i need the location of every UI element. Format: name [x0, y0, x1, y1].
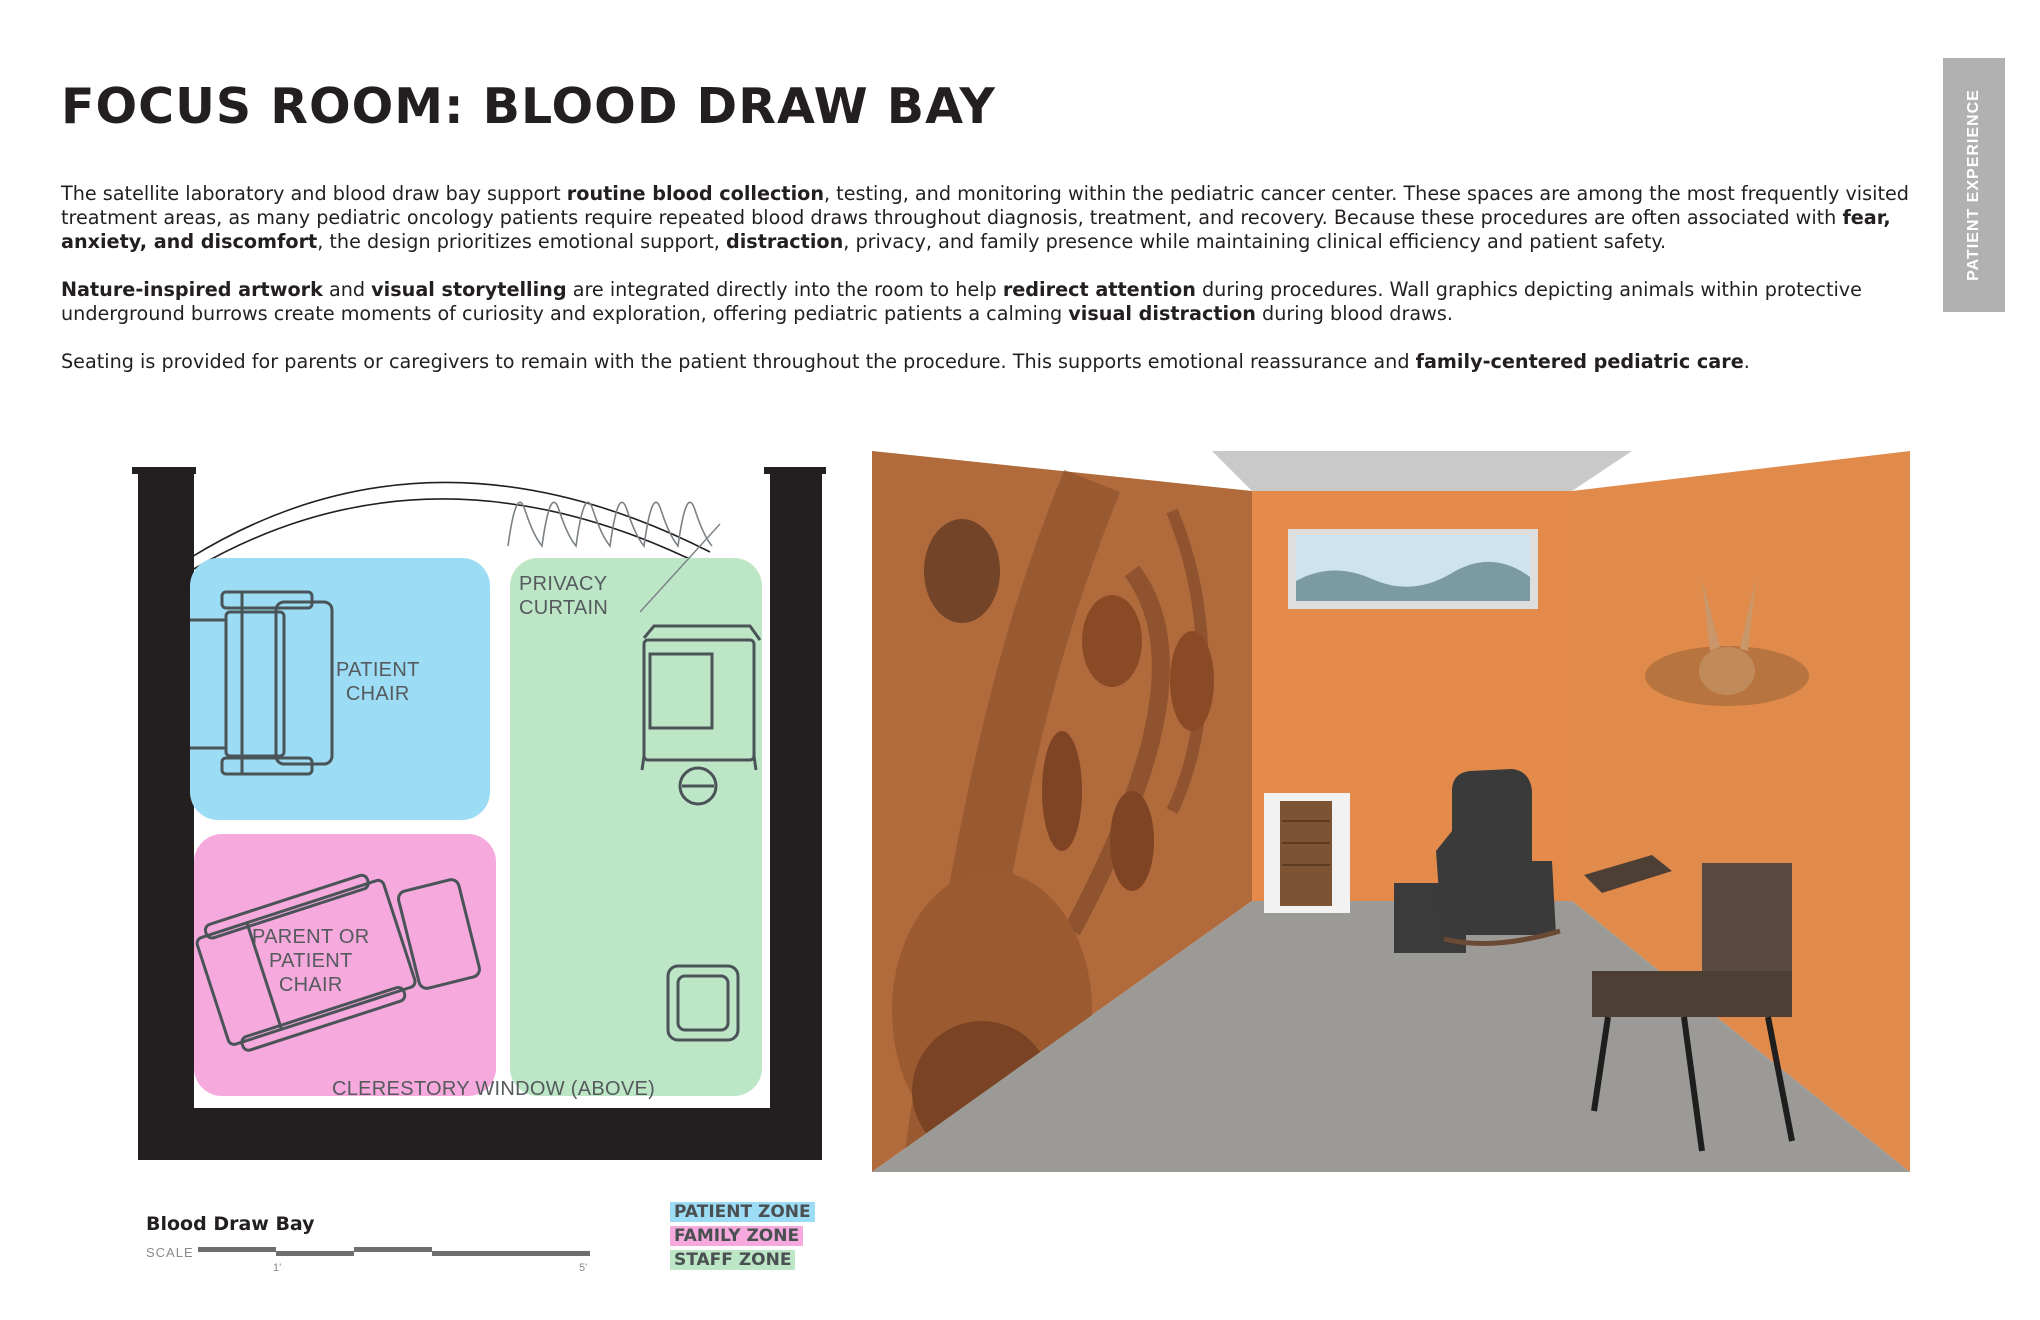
- clerestory-window-label: CLERESTORY WINDOW (ABOVE): [332, 1078, 656, 1100]
- scale-tick-5: 5': [579, 1262, 588, 1274]
- scale-label: SCALE: [146, 1245, 194, 1260]
- intro-text: [61, 182, 1921, 398]
- parent-chair-label: PARENT OR PATIENT CHAIR: [252, 926, 370, 996]
- floor-plan-diagram: [130, 440, 840, 1180]
- intro-paragraph-3: Seating is provided for parents or caregivers to remain with the patient throughout the procedure. This supports emotional reassurance and family-centered pediatric care.: [61, 350, 1750, 373]
- room-rendering-image: [872, 451, 1910, 1172]
- page-title: FOCUS ROOM: BLOOD DRAW BAY: [61, 78, 996, 135]
- patient-chair-label: PATIENT CHAIR: [336, 659, 420, 705]
- emphasis-text: family-centered pediatric care: [1415, 350, 1744, 373]
- emphasis-text: redirect attention: [1002, 278, 1196, 301]
- intro-paragraph-2: Nature-inspired artwork and visual storytelling are integrated directly into the room to help redirect attention during procedures. Wall graphics depicting animals within protective underground burrows create moments of curiosity and exploration, offering pediatric patients a calming visual distraction during blood draws.: [61, 278, 1862, 325]
- emphasis-text: fear, anxiety, and discomfort: [61, 206, 1891, 253]
- emphasis-text: distraction: [725, 230, 844, 253]
- section-tab-label: PATIENT EXPERIENCE: [1965, 89, 1982, 281]
- intro-paragraph-1: The satellite laboratory and blood draw bay support routine blood collection, testing, and monitoring within the pediatric cancer center. These spaces are among the most frequently visited treatment areas, as many pediatric oncology patients require repeated blood draws throughout diagnosis, treatment, and recovery. Because these procedures are often associated with fear, anxiety, and discomfort, the design prioritizes emotional support, distraction, privacy, and family presence while maintaining clinical efficiency and patient safety.: [61, 182, 1909, 253]
- zone-legend: [670, 1202, 815, 1274]
- scale-bar: [198, 1246, 593, 1258]
- emphasis-text: visual distraction: [1068, 302, 1256, 325]
- emphasis-text: Nature-inspired artwork: [61, 278, 323, 301]
- legend-item-family-zone: FAMILY ZONE: [670, 1226, 803, 1246]
- floor-plan-caption: Blood Draw Bay: [146, 1213, 315, 1235]
- curtain-track-arc-outer: [190, 482, 710, 558]
- scale-tick-1: 1': [273, 1262, 282, 1274]
- emphasis-text: visual storytelling: [371, 278, 567, 301]
- emphasis-text: routine blood collection: [566, 182, 824, 205]
- legend-item-patient-zone: PATIENT ZONE: [670, 1202, 815, 1222]
- legend-item-staff-zone: STAFF ZONE: [670, 1250, 795, 1270]
- privacy-curtain-label: PRIVACY CURTAIN: [519, 573, 609, 619]
- section-tab: [1943, 58, 2005, 312]
